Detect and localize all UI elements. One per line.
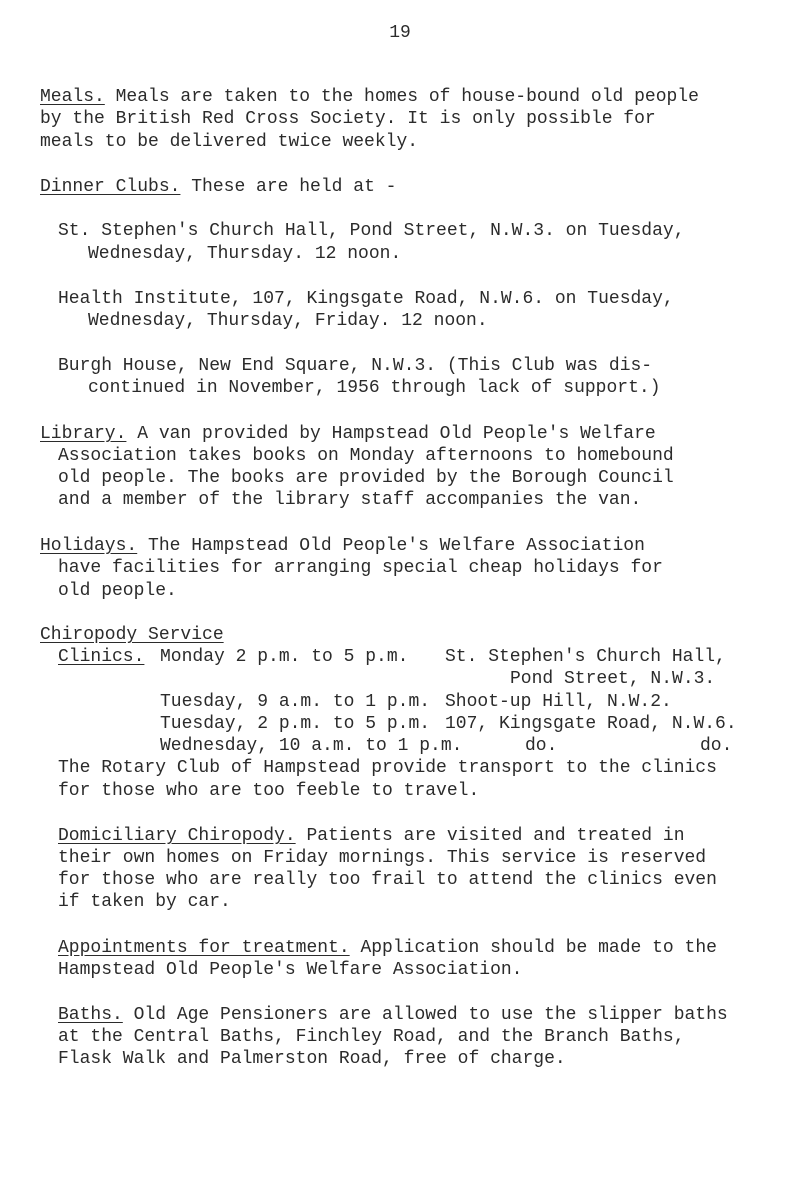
library-text: A van provided by Hampstead Old People's Welfare: [126, 424, 656, 444]
holidays-text: old people.: [58, 581, 177, 601]
library-text: Association takes books on Monday afternoons to homebound: [58, 446, 674, 466]
domiciliary-heading: Domiciliary Chiropody.: [58, 826, 296, 846]
library-text: and a member of the library staff accompanies the van.: [58, 490, 642, 510]
chiropody-heading: Chiropody Service: [40, 625, 224, 645]
clinic-time: Monday 2 p.m. to 5 p.m.: [160, 647, 409, 667]
dinner-club-entry: Health Institute, 107, Kingsgate Road, N.W.6. on Tuesday,: [58, 289, 674, 309]
clinic-time: Tuesday, 2 p.m. to 5 p.m.: [160, 714, 431, 734]
clinic-place: Pond Street, N.W.3.: [510, 669, 716, 689]
dinner-club-entry: St. Stephen's Church Hall, Pond Street, N.W.3. on Tuesday,: [58, 221, 685, 241]
clinic-place: St. Stephen's Church Hall,: [445, 647, 726, 667]
transport-text: for those who are too feeble to travel.: [58, 781, 480, 801]
dinner-clubs-intro: These are held at -: [180, 177, 397, 197]
meals-heading: Meals.: [40, 87, 105, 107]
baths-text: Flask Walk and Palmerston Road, free of charge.: [58, 1049, 566, 1069]
holidays-heading: Holidays.: [40, 536, 138, 556]
meals-text: meals to be delivered twice weekly.: [40, 132, 419, 152]
holidays-text: The Hampstead Old People's Welfare Association: [137, 536, 645, 556]
domiciliary-text: their own homes on Friday mornings. This service is reserved: [58, 848, 707, 868]
appointments-text: Application should be made to the: [349, 938, 717, 958]
domiciliary-text: for those who are really too frail to attend the clinics even: [58, 870, 717, 890]
library-text: old people. The books are provided by the Borough Council: [58, 468, 674, 488]
meals-text: Meals are taken to the homes of house-bound old people: [104, 87, 699, 107]
dinner-club-entry: Burgh House, New End Square, N.W.3. (This Club was dis-: [58, 356, 653, 376]
clinics-heading: Clinics.: [58, 647, 145, 667]
domiciliary-text: Patients are visited and treated in: [295, 826, 685, 846]
clinic-place: Shoot-up Hill, N.W.2.: [445, 692, 672, 712]
holidays-text: have facilities for arranging special cheap holidays for: [58, 558, 663, 578]
dinner-club-entry: continued in November, 1956 through lack of support.): [88, 378, 661, 398]
baths-heading: Baths.: [58, 1005, 123, 1025]
baths-text: Old Age Pensioners are allowed to use the slipper baths: [122, 1005, 728, 1025]
clinic-time: Wednesday, 10 a.m. to 1 p.m.: [160, 736, 463, 756]
clinic-place: 107, Kingsgate Road, N.W.6.: [445, 714, 737, 734]
domiciliary-text: if taken by car.: [58, 892, 231, 912]
baths-text: at the Central Baths, Finchley Road, and the Branch Baths,: [58, 1027, 685, 1047]
clinic-time: Tuesday, 9 a.m. to 1 p.m.: [160, 692, 431, 712]
dinner-club-entry: Wednesday, Thursday, Friday. 12 noon.: [88, 311, 488, 331]
dinner-clubs-heading: Dinner Clubs.: [40, 177, 181, 197]
page-number: 19: [389, 23, 411, 43]
clinic-place: do.: [525, 736, 558, 756]
dinner-club-entry: Wednesday, Thursday. 12 noon.: [88, 244, 402, 264]
transport-text: The Rotary Club of Hampstead provide transport to the clinics: [58, 758, 717, 778]
meals-text: by the British Red Cross Society. It is only possible for: [40, 109, 656, 129]
appointments-text: Hampstead Old People's Welfare Association.: [58, 960, 523, 980]
appointments-heading: Appointments for treatment.: [58, 938, 350, 958]
clinic-place: do.: [700, 736, 733, 756]
library-heading: Library.: [40, 424, 127, 444]
